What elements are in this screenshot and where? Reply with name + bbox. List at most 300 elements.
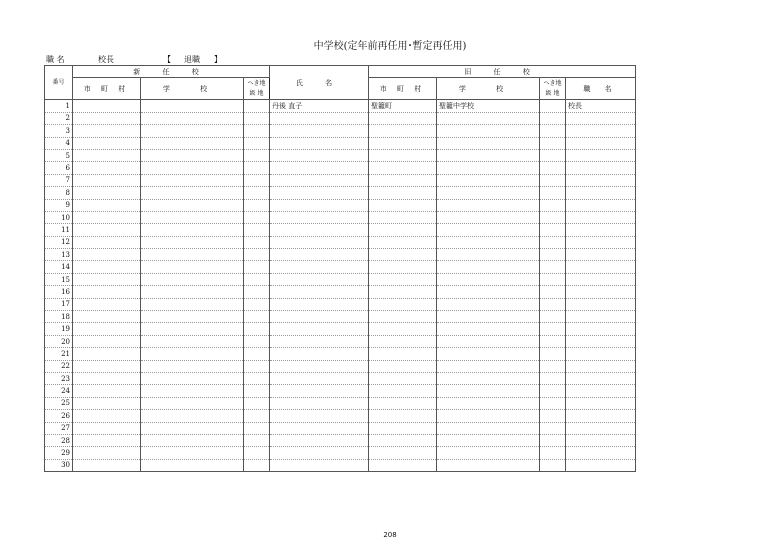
new-city-cell [73, 298, 141, 310]
job-title-cell [566, 311, 636, 323]
old-city-cell [369, 162, 437, 174]
old-city-cell [369, 459, 437, 471]
old-remote-cell [540, 434, 566, 446]
person-name-cell [270, 125, 369, 137]
table-row [45, 149, 636, 161]
new-city-cell [73, 112, 141, 124]
new-school-cell [141, 323, 244, 335]
old-city-cell [369, 335, 437, 347]
new-remote-cell [244, 422, 270, 434]
row-number-cell: 22 [45, 360, 73, 372]
person-name-cell [270, 261, 369, 273]
old-remote-cell [540, 397, 566, 409]
old-school-cell [437, 434, 540, 446]
old-city-cell [369, 174, 437, 186]
new-school-cell [141, 162, 244, 174]
page-title: 中学校(定年前再任用･暫定再任用) [313, 41, 467, 52]
table-row [45, 311, 636, 323]
table-row [45, 298, 636, 310]
row-number-cell: 30 [45, 459, 73, 471]
person-name-cell [270, 434, 369, 446]
table-row [45, 125, 636, 137]
new-city-cell [73, 224, 141, 236]
new-city-cell [73, 447, 141, 459]
table-row [45, 174, 636, 186]
old-city-cell [369, 224, 437, 236]
new-remote-cell [244, 348, 270, 360]
reason-value: 退職 [184, 55, 200, 64]
new-remote-cell [244, 187, 270, 199]
new-school-cell [141, 187, 244, 199]
row-number-cell: 1 [45, 100, 73, 112]
old-city-cell [369, 323, 437, 335]
job-title-cell [566, 298, 636, 310]
old-remote-cell [540, 335, 566, 347]
new-city-cell [73, 459, 141, 471]
new-school-cell [141, 174, 244, 186]
new-remote-cell [244, 410, 270, 422]
old-remote-cell [540, 410, 566, 422]
row-number-cell: 12 [45, 236, 73, 248]
person-name-cell [270, 323, 369, 335]
old-school-cell [437, 335, 540, 347]
old-city-cell [369, 199, 437, 211]
table-row [45, 459, 636, 471]
row-number-cell: 3 [45, 125, 73, 137]
new-city-cell [73, 372, 141, 384]
header-row-1 [45, 66, 636, 78]
new-school-cell [141, 434, 244, 446]
row-number-cell: 28 [45, 434, 73, 446]
new-school-cell [141, 112, 244, 124]
new-school-cell [141, 100, 244, 112]
row-number-cell: 29 [45, 447, 73, 459]
new-city-cell [73, 187, 141, 199]
person-name-cell [270, 410, 369, 422]
old-school-cell [437, 236, 540, 248]
new-remote-cell [244, 224, 270, 236]
header-new-post: 新 任 校 [73, 66, 270, 78]
new-remote-cell [244, 174, 270, 186]
old-remote-cell [540, 236, 566, 248]
old-school-cell [437, 112, 540, 124]
old-remote-cell [540, 162, 566, 174]
old-city-cell [369, 273, 437, 285]
old-city-cell [369, 125, 437, 137]
old-school-cell [437, 273, 540, 285]
new-school-cell [141, 149, 244, 161]
job-title-cell [566, 249, 636, 261]
job-title-cell [566, 286, 636, 298]
new-city-cell [73, 422, 141, 434]
new-city-cell [73, 311, 141, 323]
new-remote-cell [244, 137, 270, 149]
old-school-cell [437, 422, 540, 434]
new-school-cell [141, 211, 244, 223]
new-school-cell [141, 261, 244, 273]
new-remote-cell [244, 100, 270, 112]
new-school-cell [141, 385, 244, 397]
old-remote-cell [540, 286, 566, 298]
old-school-cell [437, 372, 540, 384]
old-school-cell [437, 348, 540, 360]
personnel-table [44, 65, 636, 472]
row-number-cell: 18 [45, 311, 73, 323]
old-remote-cell [540, 125, 566, 137]
header-name: 氏 名 [270, 66, 369, 100]
new-city-cell [73, 261, 141, 273]
new-remote-cell [244, 434, 270, 446]
row-number-cell: 8 [45, 187, 73, 199]
job-title-cell [566, 434, 636, 446]
old-remote-cell [540, 323, 566, 335]
old-school-cell [437, 224, 540, 236]
new-city-cell [73, 286, 141, 298]
old-remote-cell [540, 447, 566, 459]
row-number-cell: 6 [45, 162, 73, 174]
new-city-cell [73, 360, 141, 372]
table-row [45, 286, 636, 298]
person-name-cell [270, 459, 369, 471]
new-remote-cell [244, 125, 270, 137]
old-city-cell [369, 286, 437, 298]
row-number-cell: 19 [45, 323, 73, 335]
new-school-cell [141, 447, 244, 459]
new-city-cell [73, 249, 141, 261]
new-school-cell [141, 372, 244, 384]
row-number-cell: 24 [45, 385, 73, 397]
job-title-cell [566, 211, 636, 223]
new-city-cell [73, 335, 141, 347]
person-name-cell [270, 372, 369, 384]
old-city-cell [369, 434, 437, 446]
table-row [45, 249, 636, 261]
new-remote-cell [244, 323, 270, 335]
job-title-cell [566, 348, 636, 360]
new-remote-cell [244, 211, 270, 223]
table-row [45, 385, 636, 397]
row-number-cell: 10 [45, 211, 73, 223]
old-remote-cell [540, 372, 566, 384]
new-remote-cell [244, 249, 270, 261]
row-number-cell: 16 [45, 286, 73, 298]
new-city-cell [73, 236, 141, 248]
old-city-cell [369, 211, 437, 223]
new-school-cell [141, 410, 244, 422]
old-city-cell [369, 311, 437, 323]
row-number-cell: 11 [45, 224, 73, 236]
bracket-close: 】 [214, 55, 222, 64]
new-city-cell [73, 434, 141, 446]
old-remote-cell [540, 385, 566, 397]
job-title-cell [566, 397, 636, 409]
header-old-city: 市 町 村 [369, 78, 437, 100]
new-school-cell [141, 348, 244, 360]
old-remote-cell [540, 137, 566, 149]
old-school-cell [437, 174, 540, 186]
job-title-cell: 校長 [566, 100, 636, 112]
person-name-cell [270, 360, 369, 372]
old-remote-cell [540, 224, 566, 236]
new-school-cell [141, 311, 244, 323]
new-remote-cell [244, 459, 270, 471]
job-title-cell [566, 125, 636, 137]
job-title-cell [566, 410, 636, 422]
new-remote-cell [244, 286, 270, 298]
job-title-cell [566, 174, 636, 186]
row-number-cell: 7 [45, 174, 73, 186]
new-remote-cell [244, 112, 270, 124]
person-name-cell [270, 447, 369, 459]
new-remote-cell [244, 273, 270, 285]
row-number-cell: 15 [45, 273, 73, 285]
new-city-cell [73, 149, 141, 161]
new-city-cell [73, 410, 141, 422]
new-remote-cell [244, 397, 270, 409]
job-title-cell [566, 112, 636, 124]
new-remote-cell [244, 447, 270, 459]
old-remote-cell [540, 199, 566, 211]
person-name-cell [270, 311, 369, 323]
old-school-cell [437, 323, 540, 335]
new-city-cell [73, 273, 141, 285]
old-city-cell [369, 348, 437, 360]
old-remote-cell [540, 311, 566, 323]
header-remote: へき地 級 地 [244, 78, 270, 100]
table-row [45, 397, 636, 409]
row-number-cell: 23 [45, 372, 73, 384]
new-city-cell [73, 174, 141, 186]
old-school-cell [437, 459, 540, 471]
old-school-cell [437, 311, 540, 323]
person-name-cell [270, 149, 369, 161]
person-name-cell [270, 137, 369, 149]
old-remote-cell [540, 459, 566, 471]
old-city-cell [369, 187, 437, 199]
old-remote-cell [540, 174, 566, 186]
row-number-cell: 20 [45, 335, 73, 347]
table-row [45, 137, 636, 149]
position-label: 職 名 [46, 55, 65, 64]
new-city-cell [73, 100, 141, 112]
person-name-cell [270, 385, 369, 397]
old-remote-cell [540, 211, 566, 223]
table-row [45, 199, 636, 211]
old-remote-cell [540, 187, 566, 199]
person-name-cell [270, 422, 369, 434]
job-title-cell [566, 360, 636, 372]
header-old-school: 学 校 [437, 78, 540, 100]
person-name-cell [270, 211, 369, 223]
row-number-cell: 4 [45, 137, 73, 149]
old-remote-cell [540, 112, 566, 124]
old-city-cell: 聖籠町 [369, 100, 437, 112]
old-school-cell [437, 397, 540, 409]
new-remote-cell [244, 261, 270, 273]
person-name-cell [270, 162, 369, 174]
table-row [45, 434, 636, 446]
row-number-cell: 5 [45, 149, 73, 161]
old-remote-cell [540, 348, 566, 360]
old-remote-cell [540, 261, 566, 273]
new-remote-cell [244, 162, 270, 174]
new-school-cell [141, 459, 244, 471]
new-remote-cell [244, 311, 270, 323]
job-title-cell [566, 137, 636, 149]
new-city-cell [73, 125, 141, 137]
old-city-cell [369, 249, 437, 261]
table-row [45, 422, 636, 434]
old-school-cell [437, 298, 540, 310]
job-title-cell [566, 224, 636, 236]
old-remote-cell [540, 298, 566, 310]
person-name-cell [270, 249, 369, 261]
row-number-cell: 14 [45, 261, 73, 273]
new-school-cell [141, 422, 244, 434]
table-row [45, 447, 636, 459]
table-row [45, 261, 636, 273]
job-title-cell [566, 149, 636, 161]
new-school-cell [141, 224, 244, 236]
bracket-open: 【 [163, 55, 171, 64]
header-school: 学 校 [141, 78, 244, 100]
row-number-cell: 21 [45, 348, 73, 360]
old-city-cell [369, 372, 437, 384]
table-row [45, 410, 636, 422]
header-city: 市 町 村 [73, 78, 141, 100]
job-title-cell [566, 335, 636, 347]
table-row [45, 112, 636, 124]
job-title-cell [566, 261, 636, 273]
new-school-cell [141, 397, 244, 409]
old-school-cell [437, 149, 540, 161]
new-city-cell [73, 211, 141, 223]
table-row [45, 372, 636, 384]
person-name-cell [270, 236, 369, 248]
job-title-cell [566, 162, 636, 174]
header-number: 番号 [45, 66, 73, 100]
new-school-cell [141, 137, 244, 149]
old-city-cell [369, 261, 437, 273]
row-number-cell: 25 [45, 397, 73, 409]
old-school-cell [437, 360, 540, 372]
job-title-cell [566, 447, 636, 459]
old-city-cell [369, 360, 437, 372]
row-number-cell: 26 [45, 410, 73, 422]
new-remote-cell [244, 335, 270, 347]
old-remote-cell [540, 273, 566, 285]
person-name-cell [270, 273, 369, 285]
job-title-cell [566, 385, 636, 397]
old-school-cell [437, 211, 540, 223]
new-school-cell [141, 199, 244, 211]
new-city-cell [73, 348, 141, 360]
new-city-cell [73, 385, 141, 397]
new-school-cell [141, 125, 244, 137]
table-row [45, 224, 636, 236]
job-title-cell [566, 323, 636, 335]
table-row [45, 187, 636, 199]
old-school-cell [437, 199, 540, 211]
new-city-cell [73, 162, 141, 174]
new-school-cell [141, 286, 244, 298]
row-number-cell: 17 [45, 298, 73, 310]
job-title-cell [566, 422, 636, 434]
job-title-cell [566, 459, 636, 471]
header-old-post: 旧 任 校 [369, 66, 636, 78]
old-city-cell [369, 149, 437, 161]
table-row [45, 100, 636, 112]
person-name-cell [270, 298, 369, 310]
page-number: 208 [383, 531, 397, 539]
old-city-cell [369, 397, 437, 409]
old-city-cell [369, 112, 437, 124]
old-school-cell [437, 447, 540, 459]
row-number-cell: 13 [45, 249, 73, 261]
old-school-cell [437, 286, 540, 298]
new-city-cell [73, 199, 141, 211]
old-city-cell [369, 447, 437, 459]
old-school-cell [437, 162, 540, 174]
old-city-cell [369, 137, 437, 149]
row-number-cell: 9 [45, 199, 73, 211]
new-school-cell [141, 360, 244, 372]
table-row [45, 236, 636, 248]
job-title-cell [566, 372, 636, 384]
job-title-cell [566, 273, 636, 285]
position-value: 校長 [98, 55, 114, 64]
header-old-remote: へき地 級 地 [540, 78, 566, 100]
new-remote-cell [244, 372, 270, 384]
old-school-cell [437, 125, 540, 137]
new-school-cell [141, 298, 244, 310]
new-school-cell [141, 249, 244, 261]
old-city-cell [369, 298, 437, 310]
person-name-cell [270, 348, 369, 360]
person-name-cell [270, 174, 369, 186]
old-school-cell: 聖籠中学校 [437, 100, 540, 112]
old-school-cell [437, 410, 540, 422]
job-title-cell [566, 199, 636, 211]
new-city-cell [73, 137, 141, 149]
old-remote-cell [540, 360, 566, 372]
old-city-cell [369, 385, 437, 397]
old-school-cell [437, 385, 540, 397]
old-city-cell [369, 422, 437, 434]
table-row [45, 323, 636, 335]
new-city-cell [73, 397, 141, 409]
table-row [45, 360, 636, 372]
person-name-cell [270, 335, 369, 347]
new-school-cell [141, 236, 244, 248]
old-school-cell [437, 261, 540, 273]
person-name-cell [270, 224, 369, 236]
new-remote-cell [244, 360, 270, 372]
table-row [45, 348, 636, 360]
new-school-cell [141, 273, 244, 285]
old-school-cell [437, 249, 540, 261]
row-number-cell: 27 [45, 422, 73, 434]
person-name-cell [270, 187, 369, 199]
person-name-cell [270, 199, 369, 211]
job-title-cell [566, 236, 636, 248]
person-name-cell [270, 397, 369, 409]
new-remote-cell [244, 298, 270, 310]
new-remote-cell [244, 236, 270, 248]
old-remote-cell [540, 100, 566, 112]
old-school-cell [437, 137, 540, 149]
new-remote-cell [244, 385, 270, 397]
